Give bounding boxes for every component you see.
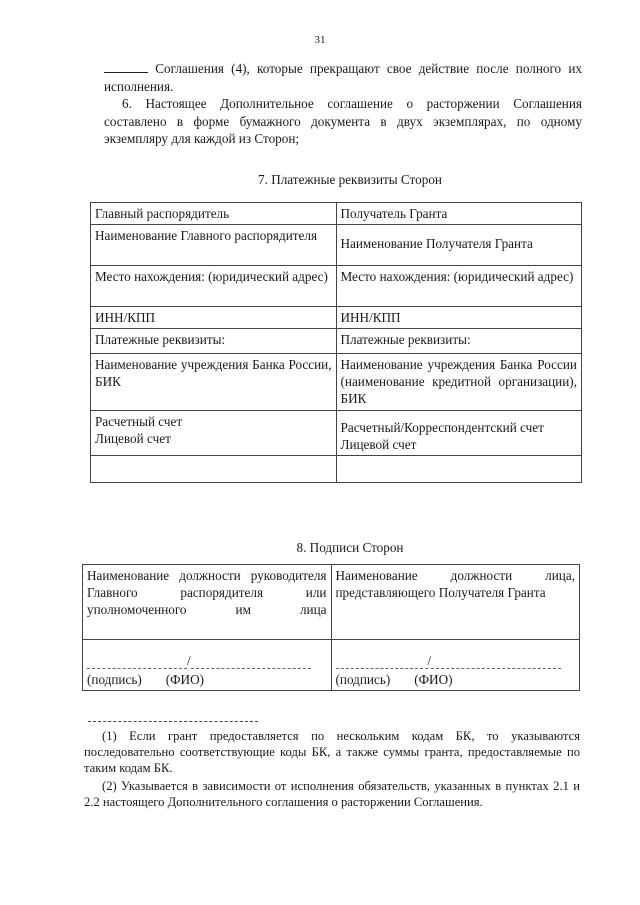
footnote-1: (1) Если грант предоставляется по нескольким кодам БК, то указываются последовательно соответствующие коды БК, а также суммы гранта, предоставляемые по таким кодам БК. bbox=[84, 729, 580, 775]
signature-caption: (подпись) bbox=[335, 672, 391, 687]
intro-line bbox=[104, 60, 582, 95]
table-cell: Наименование учреждения Банка России (наименование кредитной организации), БИК bbox=[336, 354, 582, 411]
signature-caption: (подпись) bbox=[87, 672, 142, 687]
page-number: 31 bbox=[314, 34, 326, 46]
table-cell: Место нахождения: (юридический адрес) bbox=[91, 266, 337, 307]
table-row bbox=[83, 640, 580, 691]
table-row bbox=[91, 307, 582, 329]
table-cell: Наименование Получателя Гранта bbox=[336, 225, 582, 266]
table-cell: Получатель Гранта bbox=[336, 203, 582, 225]
table-cell-empty bbox=[91, 456, 337, 483]
signature-field bbox=[87, 656, 187, 669]
table-row bbox=[91, 225, 582, 266]
footnote-2: (2) Указывается в зависимости от исполнения обязательств, указанных в пунктах 2.1 и 2.2 настоящего Дополнительного соглашения о расторжении Соглашения. bbox=[84, 779, 580, 809]
blank-field bbox=[104, 60, 148, 73]
fio-field bbox=[191, 656, 311, 669]
table-cell: ИНН/КПП bbox=[91, 307, 337, 329]
fio-caption: (ФИО) bbox=[165, 672, 204, 687]
signature-field bbox=[336, 656, 428, 669]
table-cell: Платежные реквизиты: bbox=[91, 329, 337, 354]
slash: / bbox=[187, 653, 191, 668]
table-cell: Наименование учреждения Банка России, БИК bbox=[91, 354, 337, 411]
table-cell: ИНН/КПП bbox=[336, 307, 582, 329]
intro-text bbox=[104, 60, 582, 148]
payment-details-table bbox=[90, 202, 582, 483]
footnote-divider bbox=[88, 721, 258, 722]
left-signatory-title: Наименование должности руководителя Главного распорядителя или уполномоченного им лица bbox=[83, 565, 332, 640]
fio-field bbox=[431, 656, 561, 669]
table-row bbox=[91, 354, 582, 411]
table-row bbox=[91, 203, 582, 225]
left-signature-block bbox=[83, 640, 332, 691]
table-row bbox=[83, 565, 580, 640]
table-cell: Платежные реквизиты: bbox=[336, 329, 582, 354]
section-8-title: 8. Подписи Сторон bbox=[296, 540, 404, 555]
signatures-table bbox=[82, 564, 580, 691]
table-cell: Место нахождения: (юридический адрес) bbox=[336, 266, 582, 307]
table-cell: Главный распорядитель bbox=[91, 203, 337, 225]
intro-line-text: Соглашения (4), которые прекращают свое действие после полного их исполнения. bbox=[104, 61, 583, 94]
table-row bbox=[91, 266, 582, 307]
table-cell: Расчетный/Корреспондентский счет Лицевой счет bbox=[336, 411, 582, 456]
signature-line bbox=[336, 642, 576, 669]
paragraph-6: 6. Настоящее Дополнительное соглашение о расторжении Соглашения составлено в форме бумажного документа в двух экземплярах, по одному экземпляру для каждой из Сторон; bbox=[104, 96, 582, 146]
table-cell: Наименование Главного распорядителя bbox=[91, 225, 337, 266]
table-row bbox=[91, 411, 582, 456]
signature-captions bbox=[87, 669, 327, 688]
right-signatory-title: Наименование должности лица, представляющего Получателя Гранта bbox=[331, 565, 580, 640]
fio-caption: (ФИО) bbox=[414, 672, 453, 687]
table-row bbox=[91, 329, 582, 354]
right-signature-block bbox=[331, 640, 580, 691]
footnotes bbox=[84, 728, 580, 812]
table-cell: Расчетный счет Лицевой счет bbox=[91, 411, 337, 456]
table-row bbox=[91, 456, 582, 483]
slash: / bbox=[427, 653, 432, 668]
signature-captions bbox=[336, 669, 576, 688]
table-cell-empty bbox=[336, 456, 582, 483]
signature-line bbox=[87, 642, 327, 669]
section-7-title: 7. Платежные реквизиты Сторон bbox=[258, 172, 442, 187]
